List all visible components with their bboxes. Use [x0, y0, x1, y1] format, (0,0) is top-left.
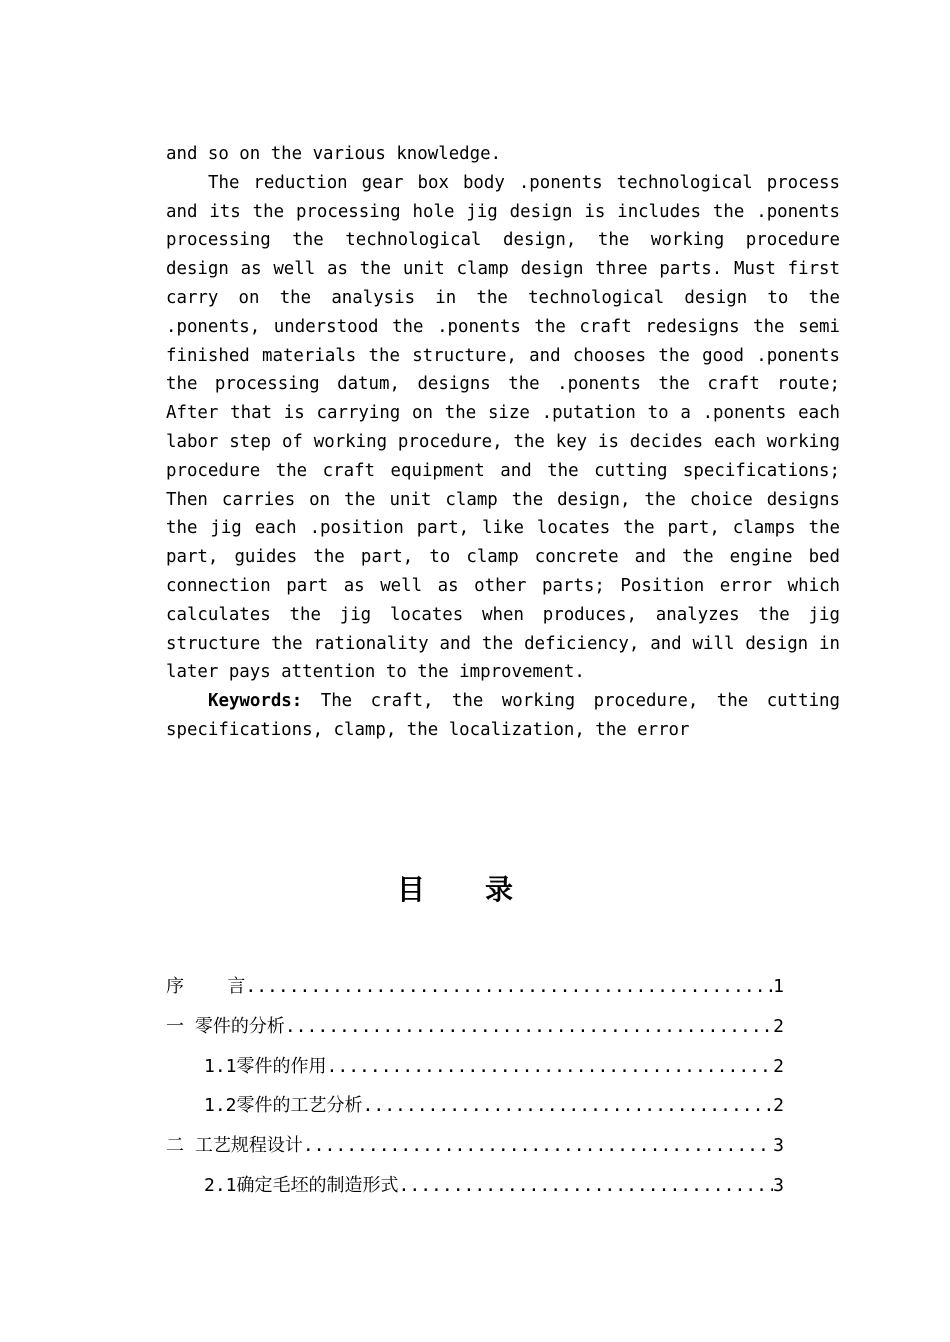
toc-entry[interactable] — [166, 1012, 784, 1052]
toc-entry-label: 1.1零件的作用 — [204, 1055, 327, 1077]
toc-entry-page: 1 — [773, 976, 784, 997]
toc-leader-dots — [303, 1135, 773, 1156]
toc-entry[interactable] — [166, 1091, 784, 1131]
toc-entry-page: 3 — [773, 1135, 784, 1157]
toc-entry-label: 2.1确定毛坯的制造形式 — [204, 1174, 399, 1196]
toc-title: 目录 — [396, 873, 573, 906]
toc-entry[interactable] — [166, 1052, 784, 1092]
toc-leader-dots — [327, 1056, 774, 1077]
toc-leader-dots — [363, 1095, 774, 1116]
toc-leader-dots — [245, 976, 773, 997]
table-of-contents — [166, 972, 784, 1211]
abstract-lead-line: and so on the various knowledge. — [166, 144, 502, 164]
toc-entry-label: 一 零件的分析 — [166, 1015, 285, 1037]
toc-entry-page: 3 — [773, 1174, 784, 1196]
keywords-label: Keywords: — [208, 691, 303, 712]
toc-entry-label: 序 言 — [166, 976, 246, 997]
toc-entry[interactable] — [166, 1171, 784, 1211]
toc-entry-page: 2 — [773, 1095, 784, 1117]
abstract-paragraph: The reduction gear box body .ponents technological process and its the processing hole jig design is includes the .ponents processing the technological design, the working procedure design as well as the unit clamp design three parts. Must first carry on the analysis in the technological design to the .ponents, understood the .ponents the craft redesigns the semi finished materials the structure, and chooses the good .ponents the processing datum, designs the .ponents the craft route; After that is carrying on the size .putation to a .ponents each labor step of working procedure, the key is decides each working procedure the craft equipment and the cutting specifications; Then carries on the unit clamp the design, the choice designs the jig each .position part, like locates the part, clamps the part, guides the part, to clamp concrete and the engine bed connection part as well as other parts; Position error which calculates the jig locates when produces, analyzes the jig structure the rationality and the deficiency, and will design in later pays attention to the improvement. — [166, 172, 840, 683]
english-abstract — [166, 140, 840, 745]
keywords-paragraph — [166, 687, 840, 745]
toc-leader-dots — [399, 1175, 774, 1196]
toc-entry-label: 二 工艺规程设计 — [166, 1135, 303, 1157]
keywords-text: The craft, the working procedure, the cutting specifications, clamp, the localization, the error — [166, 691, 840, 740]
toc-entry-label: 1.2零件的工艺分析 — [204, 1095, 363, 1117]
toc-leader-dots — [285, 1016, 773, 1037]
toc-entry-page: 2 — [773, 1055, 784, 1077]
toc-entry[interactable] — [166, 1131, 784, 1171]
toc-entry-page: 2 — [773, 1015, 784, 1037]
toc-entry[interactable] — [166, 972, 784, 1012]
